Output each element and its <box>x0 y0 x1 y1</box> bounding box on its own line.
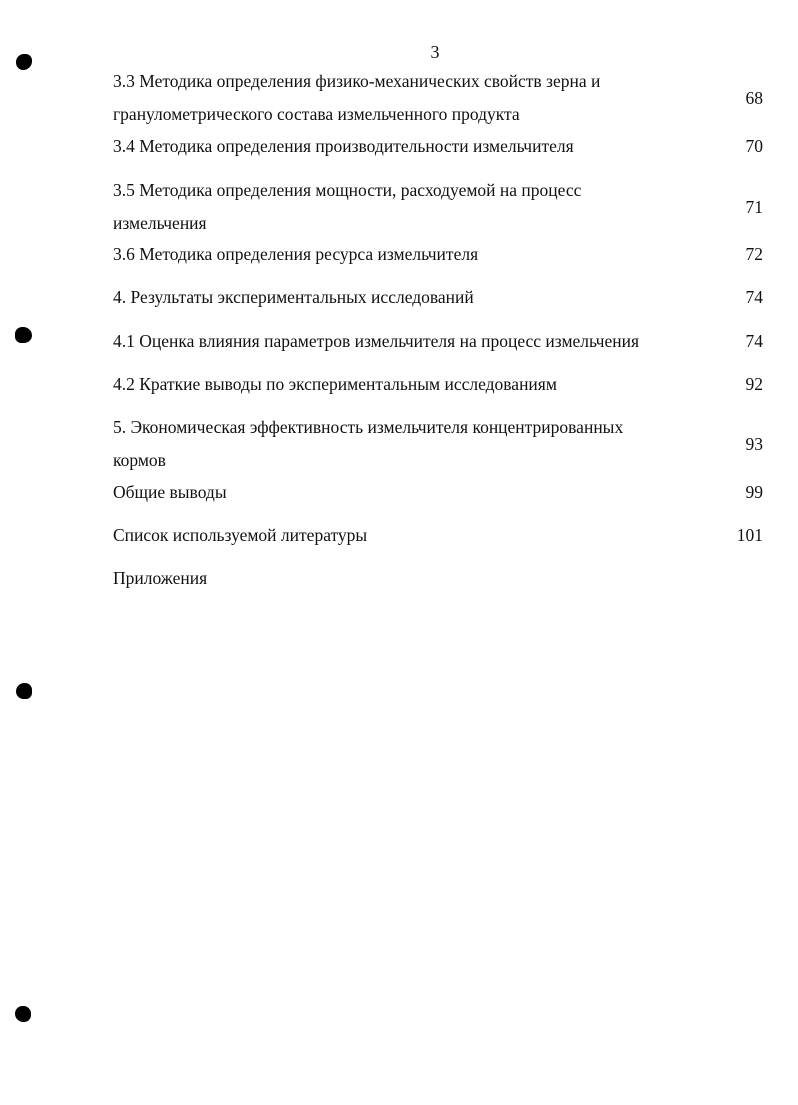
toc-entry-title: 3.5 Методика определения мощности, расходуемой на процесс <box>113 180 582 200</box>
toc-entry-title: гранулометрического состава измельченного продукта <box>113 104 520 124</box>
toc-entry-page: 68 <box>745 88 763 108</box>
toc-entry-title: Приложения <box>113 568 208 588</box>
toc-entry <box>113 65 763 131</box>
toc-entry-title: 3.4 Методика определения производительности измельчителя <box>113 136 574 156</box>
toc-entry <box>113 281 763 314</box>
toc-entry-title: 4. Результаты экспериментальных исследований <box>113 287 474 307</box>
toc-entry <box>113 130 763 163</box>
page-number: 3 <box>430 42 440 62</box>
toc-entry <box>113 325 763 358</box>
toc-entry-title: Список используемой литературы <box>113 525 368 545</box>
punch-hole-mark <box>16 683 32 699</box>
toc-entry-title: измельчения <box>113 213 207 233</box>
toc-entry-title: 4.1 Оценка влияния параметров измельчителя на процесс измельчения <box>113 331 640 351</box>
toc-entry-title: 5. Экономическая эффективность измельчителя концентрированных <box>113 417 624 437</box>
toc-entry-title: 4.2 Краткие выводы по экспериментальным исследованиям <box>113 374 557 394</box>
toc-entry-title: Общие выводы <box>113 482 227 502</box>
punch-hole-mark <box>15 327 32 343</box>
toc-entry-page: 93 <box>745 434 763 454</box>
toc-entry <box>113 174 763 240</box>
toc-entry <box>113 411 763 477</box>
toc-entry-page: 92 <box>745 374 763 394</box>
toc-entry-title: кормов <box>113 450 166 470</box>
toc-entry-page: 74 <box>745 331 763 351</box>
toc-entry-title: 3.6 Методика определения ресурса измельчителя <box>113 244 479 264</box>
toc-entry <box>113 238 763 271</box>
toc-entry <box>113 476 763 509</box>
toc-entry-page: 101 <box>736 525 763 545</box>
toc-entry-page: 71 <box>745 197 763 217</box>
toc-entry-page: 70 <box>745 136 763 156</box>
toc-entry <box>113 562 763 595</box>
toc-entry-page: 74 <box>745 287 763 307</box>
punch-hole-mark <box>15 1006 31 1022</box>
toc-entry <box>113 368 763 401</box>
toc-entry-page: 99 <box>745 482 763 502</box>
toc-entry <box>113 519 763 552</box>
toc-entry-page: 72 <box>745 244 763 264</box>
toc-entry-title: 3.3 Методика определения физико-механических свойств зерна и <box>113 71 601 91</box>
punch-hole-mark <box>16 54 32 70</box>
